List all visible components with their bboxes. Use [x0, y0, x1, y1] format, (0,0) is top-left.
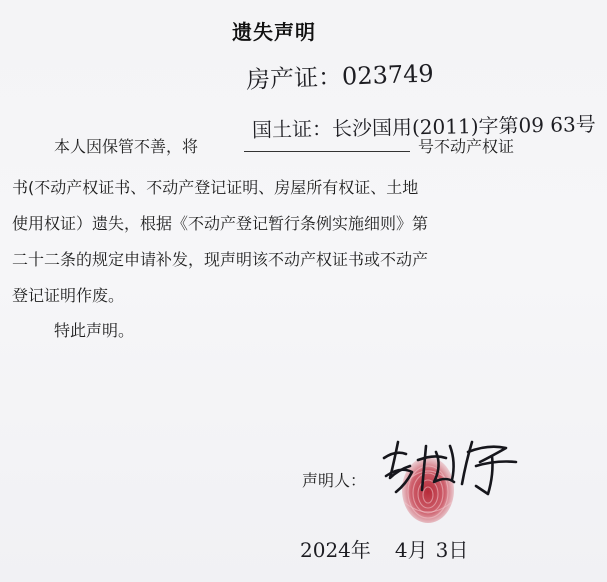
- handwritten-land-certificate-number: 国土证：长沙国用(2011)字第09 63号: [251, 112, 596, 142]
- paragraph-line-2: 书(不动产权证书、不动产登记证明、房屋所有权证、土地: [12, 178, 419, 197]
- date-month: 4月: [394, 538, 428, 562]
- paragraph-line-5: 登记证明作废。: [12, 286, 125, 305]
- paragraph-line-1-end: 号不动产权证: [418, 137, 515, 156]
- document-title: 遗失声明: [232, 20, 316, 44]
- paragraph-line-3: 使用权证）遗失，根据《不动产登记暂行条例实施细则》第: [12, 214, 429, 233]
- paragraph-line-1-start: 本人因保管不善，将: [54, 137, 199, 156]
- date-day: 3日: [435, 538, 469, 562]
- declarer-label: 声明人：: [302, 471, 367, 490]
- closing-statement: 特此声明。: [54, 321, 135, 340]
- paragraph-line-4: 二十二条的规定申请补发，现声明该不动产权证书或不动产: [12, 250, 429, 269]
- handwritten-signature: [376, 432, 526, 502]
- date-year: 2024年: [300, 538, 371, 562]
- declaration-date: [300, 534, 468, 563]
- fill-in-blank-underline: [244, 151, 410, 152]
- handwritten-property-certificate-number: 房产证：023749: [245, 59, 435, 94]
